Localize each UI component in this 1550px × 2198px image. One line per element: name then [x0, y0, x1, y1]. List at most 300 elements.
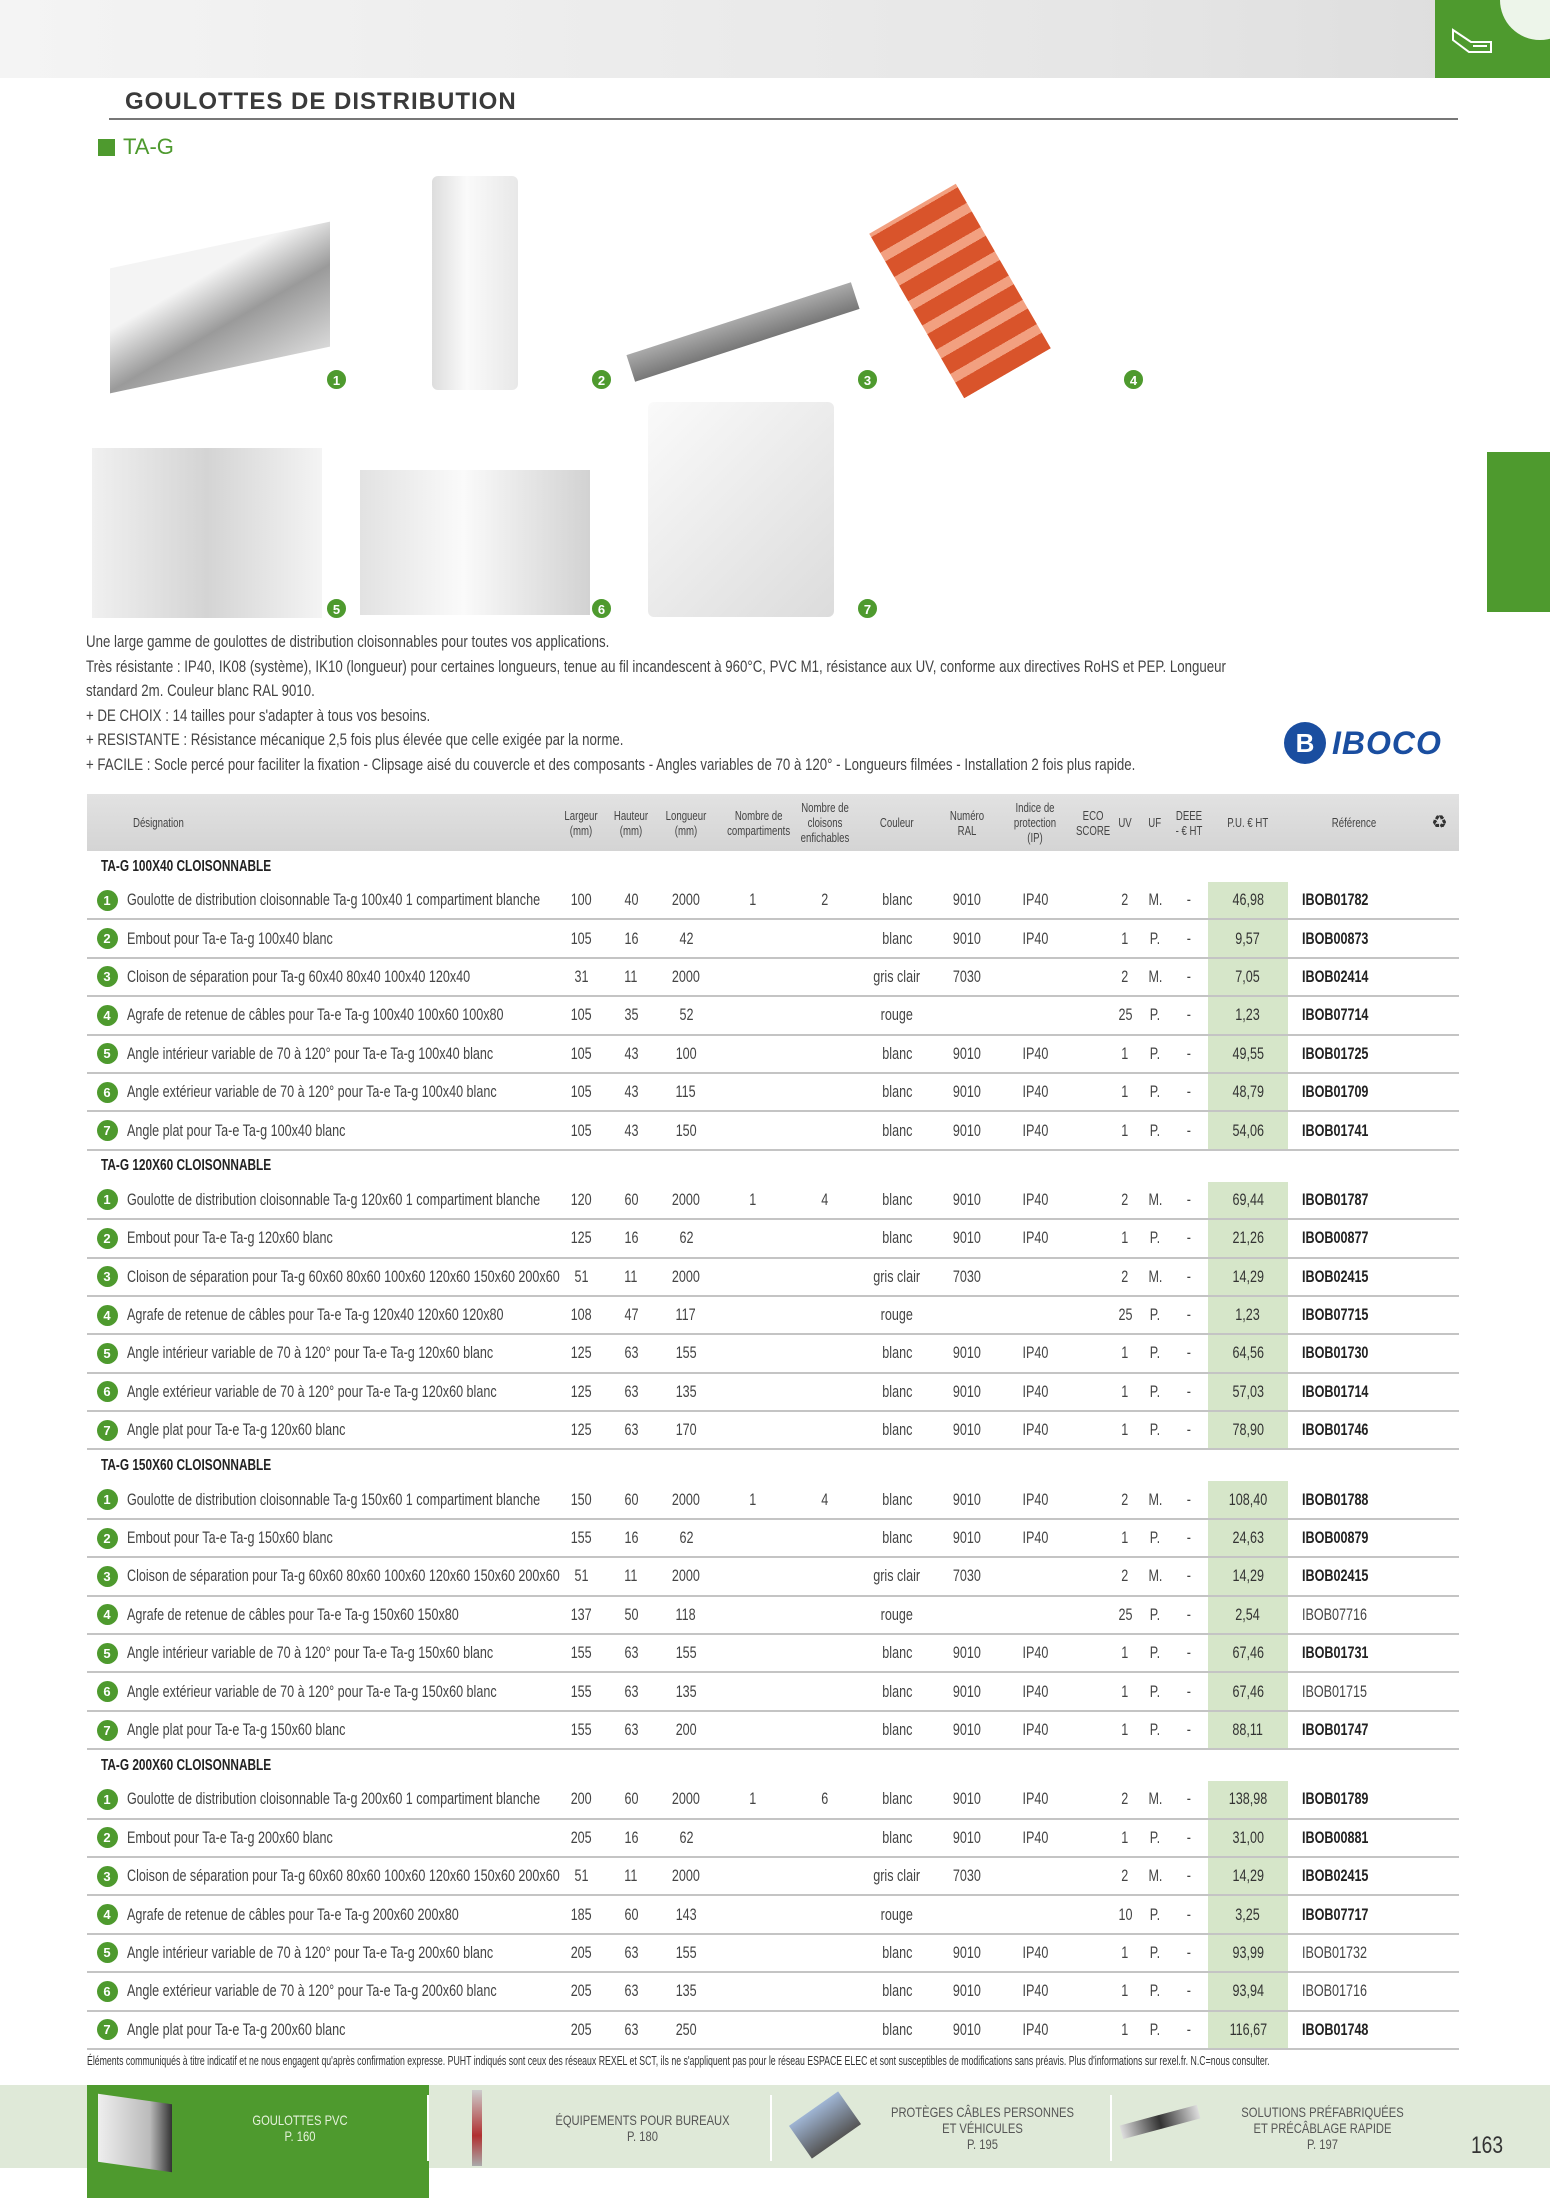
numero-ral-cell: [934, 2012, 1000, 2048]
product-table: [87, 794, 1459, 2050]
couleur-cell: [860, 1297, 934, 1333]
hauteur-cell: [606, 1635, 656, 1671]
spacer: [1420, 1673, 1459, 1709]
couleur: blanc: [881, 890, 913, 910]
reference: IBOB01725: [1302, 1043, 1369, 1063]
uv: 2: [1121, 1789, 1129, 1809]
longueur-cell: [656, 1635, 716, 1671]
uv: 1: [1121, 1381, 1129, 1401]
deee-cell: [1170, 1597, 1208, 1633]
designation: Cloison de séparation pour Ta-g 60x60 80x60 100x60 120x60 150x60 200x60: [127, 1866, 560, 1886]
uv-cell: [1110, 1182, 1140, 1218]
largeur-cell: [556, 1858, 606, 1894]
longueur: 155: [675, 1942, 697, 1962]
table-row[interactable]: [87, 1182, 1459, 1220]
uv-cell: [1110, 2012, 1140, 2048]
table-row[interactable]: [87, 1481, 1459, 1519]
numero-ral: 9010: [952, 1189, 981, 1209]
couleur-cell: [860, 1820, 934, 1856]
footer-link-goulottes[interactable]: GOULOTTES PVC P. 160: [252, 2112, 348, 2144]
table-row[interactable]: [87, 1896, 1459, 1934]
uf-cell: [1140, 1259, 1170, 1295]
reference-cell: [1288, 920, 1420, 956]
deee-cell: [1170, 1335, 1208, 1371]
unit-price: 88,11: [1232, 1720, 1264, 1739]
designation: Angle plat pour Ta-e Ta-g 200x60 blanc: [127, 2019, 346, 2039]
uf-cell: [1140, 882, 1170, 918]
photo-badge: 4: [1123, 369, 1144, 390]
table-row[interactable]: [87, 1935, 1459, 1973]
indice-protection-cell: [1000, 1074, 1070, 1110]
table-row[interactable]: [87, 1781, 1459, 1819]
deee: -: [1186, 966, 1192, 986]
deee: -: [1186, 1266, 1192, 1286]
largeur: 155: [570, 1681, 592, 1701]
spacer: [1420, 1335, 1459, 1371]
numero-ral: 9010: [952, 1981, 981, 2001]
numero-ral-cell: [934, 1412, 1000, 1448]
longueur: 2000: [671, 1566, 700, 1586]
largeur-cell: [556, 1335, 606, 1371]
largeur: 108: [570, 1305, 592, 1325]
table-row[interactable]: [87, 2012, 1459, 2050]
reference: IBOB01709: [1302, 1082, 1369, 1102]
spacer: [1420, 1858, 1459, 1894]
numero-ral-cell: [934, 1112, 1000, 1148]
row-number-cell: [87, 1673, 127, 1709]
couleur-cell: [860, 959, 934, 995]
uv: 2: [1121, 966, 1129, 986]
uv: 1: [1121, 1228, 1129, 1248]
indice-protection: IP40: [1022, 928, 1048, 948]
page-title: GOULOTTES DE DISTRIBUTION: [125, 88, 517, 115]
uv: 1: [1121, 1082, 1129, 1102]
row-number: 3: [97, 1566, 118, 1587]
hauteur: 35: [623, 1005, 638, 1025]
row-number: 2: [97, 928, 118, 949]
reference: IBOB00873: [1302, 928, 1369, 948]
couleur: rouge: [880, 1005, 914, 1025]
hauteur-cell: [606, 1297, 656, 1333]
side-tab[interactable]: [1487, 452, 1550, 612]
couleur-cell: [860, 1935, 934, 1971]
designation-cell: [127, 1858, 560, 1894]
couleur: rouge: [880, 1604, 914, 1624]
numero-ral-cell: [934, 1520, 1000, 1556]
eco-score-cell: [1070, 1935, 1110, 1971]
indice-protection-cell: [1000, 1673, 1070, 1709]
numero-ral: 9010: [952, 1420, 981, 1440]
nb-compartiments-cell: [716, 1481, 790, 1517]
uv: 2: [1121, 1866, 1129, 1886]
table-row[interactable]: [87, 1412, 1459, 1450]
hauteur-cell: [606, 1973, 656, 2009]
hauteur: 47: [623, 1305, 638, 1325]
longueur: 2000: [671, 1266, 700, 1286]
numero-ral-cell: [934, 882, 1000, 918]
section-title: [87, 1450, 1459, 1481]
cable-duct-icon: [1451, 26, 1495, 56]
uv: 1: [1121, 1643, 1129, 1663]
eco-score-cell: [1070, 1112, 1110, 1148]
uv: 1: [1121, 1981, 1129, 2001]
spacer: [1420, 959, 1459, 995]
numero-ral: 9010: [952, 2019, 981, 2039]
numero-ral: 9010: [952, 1381, 981, 1401]
description-line: + RESISTANTE : Résistance mécanique 2,5 fois plus élevée que celle exigée par la norme.: [86, 730, 624, 750]
reference-cell: [1288, 1820, 1420, 1856]
unit-price: 46,98: [1232, 890, 1264, 910]
footer-link-solutions[interactable]: SOLUTIONS PRÉFABRIQUÉES ET PRÉCÂBLAGE RAPIDE P. 197: [1241, 2104, 1404, 2152]
couleur-cell: [860, 1335, 934, 1371]
designation: Embout pour Ta-e Ta-g 120x60 blanc: [127, 1228, 333, 1248]
indice-protection-cell: [1000, 1182, 1070, 1218]
deee-cell: [1170, 882, 1208, 918]
indice-protection-cell: [1000, 1297, 1070, 1333]
uf: P.: [1149, 1228, 1161, 1248]
largeur-cell: [556, 1520, 606, 1556]
uv-cell: [1110, 1374, 1140, 1410]
designation-cell: [127, 1074, 556, 1110]
spacer: [1420, 1820, 1459, 1856]
designation-cell: [127, 1374, 556, 1410]
uv-cell: [1110, 1896, 1140, 1932]
table-row[interactable]: [87, 920, 1459, 958]
eco-score-cell: [1070, 1858, 1110, 1894]
uv: 1: [1121, 1942, 1129, 1962]
product-photo-clip: [869, 184, 1051, 399]
table-row[interactable]: [87, 1820, 1459, 1858]
nb-cloisons-cell: [790, 1074, 860, 1110]
row-number-cell: [87, 1074, 127, 1110]
uv: 25: [1117, 1005, 1132, 1025]
longueur: 135: [675, 1981, 697, 2001]
hauteur-cell: [606, 1935, 656, 1971]
designation-cell: [127, 1259, 560, 1295]
longueur-cell: [656, 1558, 716, 1594]
unit-price: 93,94: [1232, 1981, 1264, 2001]
uv: 1: [1121, 2019, 1129, 2039]
hauteur-cell: [606, 1036, 656, 1072]
deee: -: [1186, 1489, 1192, 1509]
reference-cell: [1288, 997, 1420, 1033]
longueur: 115: [675, 1082, 697, 1102]
category-tab[interactable]: [1435, 0, 1550, 78]
table-row[interactable]: [87, 1712, 1459, 1750]
indice-protection: IP40: [1022, 2019, 1048, 2039]
uf-cell: [1140, 1412, 1170, 1448]
reference: IBOB00881: [1302, 1827, 1369, 1847]
table-row[interactable]: [87, 1635, 1459, 1673]
longueur: 2000: [671, 1866, 700, 1886]
longueur: 2000: [671, 1189, 700, 1209]
deee-cell: [1170, 1074, 1208, 1110]
table-row[interactable]: [87, 1112, 1459, 1150]
couleur: blanc: [881, 1981, 913, 2001]
couleur-cell: [860, 1259, 934, 1295]
col-header: UF: [1148, 815, 1162, 830]
couleur-cell: [860, 1112, 934, 1148]
footer-link-proteges[interactable]: PROTÈGES CÂBLES PERSONNES ET VÉHICULES P. 195: [891, 2104, 1074, 2152]
reference-cell: [1288, 1412, 1420, 1448]
table-row[interactable]: [87, 1858, 1459, 1896]
row-number: 1: [97, 1189, 118, 1210]
uv: 1: [1121, 1343, 1129, 1363]
recycle-icon: ♻: [1431, 812, 1448, 832]
deee: -: [1186, 1381, 1192, 1401]
table-row[interactable]: [87, 1520, 1459, 1558]
table-row[interactable]: [87, 1259, 1459, 1297]
deee-cell: [1170, 1481, 1208, 1517]
longueur-cell: [656, 1820, 716, 1856]
indice-protection: IP40: [1022, 1789, 1048, 1809]
couleur: blanc: [881, 1228, 913, 1248]
longueur-cell: [656, 882, 716, 918]
uv-cell: [1110, 959, 1140, 995]
uv-cell: [1110, 1412, 1140, 1448]
deee-cell: [1170, 1374, 1208, 1410]
deee-cell: [1170, 1259, 1208, 1295]
designation-cell: [127, 2012, 556, 2048]
unit-price: 2,54: [1235, 1604, 1261, 1624]
uv: 1: [1121, 928, 1129, 948]
hauteur-cell: [606, 2012, 656, 2048]
product-description: [86, 630, 1266, 778]
deee: -: [1186, 1604, 1192, 1624]
couleur: blanc: [881, 1043, 913, 1063]
hauteur: 63: [623, 1720, 638, 1739]
nb-compartiments-cell: [716, 1635, 790, 1671]
deee: -: [1186, 1904, 1192, 1924]
row-number: 5: [97, 1043, 118, 1064]
col-header: Hauteur (mm): [613, 807, 649, 838]
numero-ral-cell: [934, 1673, 1000, 1709]
nb-cloisons-cell: [790, 1896, 860, 1932]
reference-cell: [1288, 959, 1420, 995]
reference-cell: [1288, 1935, 1420, 1971]
designation-cell: [127, 1036, 556, 1072]
uf-cell: [1140, 1297, 1170, 1333]
numero-ral: 7030: [952, 1866, 981, 1886]
unit-price-cell: [1208, 1858, 1288, 1894]
photo-badge: 2: [591, 369, 612, 390]
designation: Agrafe de retenue de câbles pour Ta-e Ta-g 150x60 150x80: [127, 1604, 459, 1624]
designation-cell: [127, 1558, 560, 1594]
couleur: rouge: [880, 1305, 914, 1325]
numero-ral-cell: [934, 1712, 1000, 1748]
nb-compartiments-cell: [716, 997, 790, 1033]
reference-cell: [1288, 1858, 1420, 1894]
largeur-cell: [556, 1112, 606, 1148]
designation: Angle extérieur variable de 70 à 120° pour Ta-e Ta-g 200x60 blanc: [127, 1981, 497, 2001]
top-band: [0, 0, 1550, 78]
product-photo-partition: [626, 282, 859, 382]
numero-ral-cell: [934, 1074, 1000, 1110]
table-row[interactable]: [87, 1335, 1459, 1373]
largeur-cell: [556, 1973, 606, 2009]
spacer: [1420, 920, 1459, 956]
row-number-cell: [87, 1781, 127, 1817]
deee: -: [1186, 1643, 1192, 1663]
footer-link-bureaux[interactable]: ÉQUIPEMENTS POUR BUREAUX P. 180: [555, 2112, 730, 2144]
unit-price: 24,63: [1232, 1528, 1264, 1548]
numero-ral: 9010: [952, 890, 981, 910]
table-row[interactable]: [87, 1558, 1459, 1596]
uv-cell: [1110, 1259, 1140, 1295]
deee-cell: [1170, 1973, 1208, 2009]
designation: Angle extérieur variable de 70 à 120° pour Ta-e Ta-g 150x60 blanc: [127, 1681, 497, 1701]
uv-cell: [1110, 1335, 1140, 1371]
eco-score-cell: [1070, 1597, 1110, 1633]
reference-cell: [1288, 1597, 1420, 1633]
uf-cell: [1140, 1074, 1170, 1110]
reference: IBOB01788: [1302, 1489, 1369, 1509]
hauteur: 11: [624, 1266, 638, 1286]
unit-price: 116,67: [1229, 2019, 1267, 2039]
table-row[interactable]: [87, 1074, 1459, 1112]
deee-cell: [1170, 1896, 1208, 1932]
hauteur-cell: [606, 1896, 656, 1932]
table-row[interactable]: [87, 1036, 1459, 1074]
hauteur: 11: [624, 1566, 638, 1586]
longueur-cell: [656, 1374, 716, 1410]
couleur: blanc: [881, 1528, 913, 1548]
page-number: 163: [1471, 2132, 1504, 2159]
indice-protection-cell: [1000, 1781, 1070, 1817]
spacer: [1420, 1896, 1459, 1932]
spacer: [1420, 1481, 1459, 1517]
nb-compartiments-cell: [716, 1520, 790, 1556]
table-row[interactable]: [87, 1597, 1459, 1635]
brand-mark-icon: B: [1284, 722, 1326, 764]
uf: P.: [1149, 1904, 1161, 1924]
unit-price-cell: [1208, 1935, 1288, 1971]
spacer: [1420, 1520, 1459, 1556]
designation: Goulotte de distribution cloisonnable Ta-g 200x60 1 compartiment blanche: [127, 1789, 541, 1809]
eco-score-cell: [1070, 1712, 1110, 1748]
largeur: 125: [570, 1228, 592, 1248]
numero-ral: 9010: [952, 928, 981, 948]
table-row[interactable]: [87, 1973, 1459, 2011]
numero-ral: 9010: [952, 1942, 981, 1962]
table-row[interactable]: [87, 997, 1459, 1035]
numero-ral: 9010: [952, 1720, 981, 1739]
indice-protection: IP40: [1022, 1120, 1048, 1140]
table-row[interactable]: [87, 959, 1459, 997]
eco-score-cell: [1070, 1520, 1110, 1556]
hauteur-cell: [606, 1220, 656, 1256]
hauteur: 63: [623, 1942, 638, 1962]
table-header: [87, 794, 1459, 851]
designation: Angle intérieur variable de 70 à 120° pour Ta-e Ta-g 200x60 blanc: [127, 1942, 494, 1962]
uf: P.: [1149, 1343, 1161, 1363]
hauteur-cell: [606, 997, 656, 1033]
unit-price-cell: [1208, 882, 1288, 918]
unit-price-cell: [1208, 2012, 1288, 2048]
designation: Embout pour Ta-e Ta-g 100x40 blanc: [127, 928, 333, 948]
eco-score-cell: [1070, 1220, 1110, 1256]
uf-cell: [1140, 1112, 1170, 1148]
row-number: 6: [97, 1681, 118, 1702]
hauteur-cell: [606, 1481, 656, 1517]
longueur-cell: [656, 959, 716, 995]
unit-price: 69,44: [1232, 1189, 1264, 1209]
uf: P.: [1149, 1005, 1161, 1025]
indice-protection: IP40: [1022, 1343, 1048, 1363]
nb-compartiments-cell: [716, 1220, 790, 1256]
couleur-cell: [860, 2012, 934, 2048]
longueur-cell: [656, 1481, 716, 1517]
eco-score-cell: [1070, 1412, 1110, 1448]
nb-cloisons-cell: [790, 1259, 860, 1295]
unit-price-cell: [1208, 1259, 1288, 1295]
designation-cell: [127, 1182, 556, 1218]
indice-protection: IP40: [1022, 1189, 1048, 1209]
reference: IBOB01748: [1302, 2019, 1369, 2039]
deee-cell: [1170, 1412, 1208, 1448]
deee: -: [1186, 1043, 1192, 1063]
numero-ral: 7030: [952, 966, 981, 986]
eco-score-cell: [1070, 997, 1110, 1033]
nb-cloisons-cell: [790, 920, 860, 956]
uf: P.: [1149, 1643, 1161, 1663]
indice-protection-cell: [1000, 1374, 1070, 1410]
deee: -: [1186, 1343, 1192, 1363]
uf-cell: [1140, 1220, 1170, 1256]
numero-ral-cell: [934, 1297, 1000, 1333]
nb-cloisons-cell: [790, 1036, 860, 1072]
reference: IBOB07717: [1302, 1904, 1369, 1924]
hauteur: 16: [623, 928, 638, 948]
longueur: 62: [678, 1528, 693, 1548]
designation: Cloison de séparation pour Ta-g 60x40 80x40 100x40 120x40: [127, 966, 471, 986]
table-row[interactable]: [87, 1297, 1459, 1335]
uv-cell: [1110, 1520, 1140, 1556]
numero-ral-cell: [934, 1896, 1000, 1932]
col-header: Couleur: [880, 815, 914, 830]
numero-ral-cell: [934, 1781, 1000, 1817]
table-row[interactable]: [87, 1220, 1459, 1258]
unit-price-cell: [1208, 1182, 1288, 1218]
indice-protection: IP40: [1022, 1528, 1048, 1548]
square-bullet-icon: [98, 139, 115, 156]
uv: 1: [1121, 1720, 1129, 1739]
indice-protection-cell: [1000, 1558, 1070, 1594]
eco-score-cell: [1070, 1182, 1110, 1218]
longueur: 200: [675, 1720, 697, 1739]
hauteur-cell: [606, 1673, 656, 1709]
uf: P.: [1149, 1420, 1161, 1440]
table-row[interactable]: [87, 1673, 1459, 1711]
unit-price: 57,03: [1232, 1381, 1264, 1401]
table-row[interactable]: [87, 882, 1459, 920]
section-title-text: TA-G 100X40 CLOISONNABLE: [101, 857, 272, 875]
indice-protection: IP40: [1022, 1381, 1048, 1401]
uv-cell: [1110, 1858, 1140, 1894]
numero-ral-cell: [934, 997, 1000, 1033]
row-number-cell: [87, 997, 127, 1033]
couleur: rouge: [880, 1904, 914, 1924]
nb-compartiments: 1: [749, 1189, 757, 1209]
numero-ral-cell: [934, 1182, 1000, 1218]
uv-cell: [1110, 920, 1140, 956]
table-row[interactable]: [87, 1374, 1459, 1412]
footer-photo-office: [472, 2090, 482, 2166]
couleur: gris clair: [873, 1266, 921, 1286]
numero-ral-cell: [934, 1481, 1000, 1517]
unit-price-cell: [1208, 1558, 1288, 1594]
uf-cell: [1140, 1635, 1170, 1671]
